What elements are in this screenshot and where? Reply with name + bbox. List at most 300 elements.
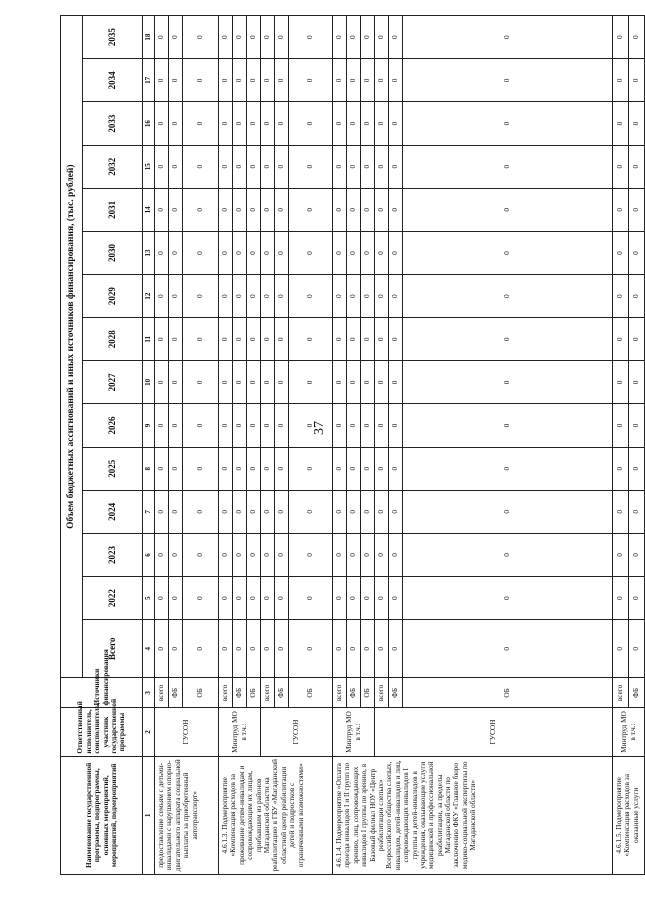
value-cell: 0 [289, 145, 333, 188]
value-cell: 0 [219, 16, 233, 59]
row-source: ФБ [389, 678, 403, 708]
value-cell: 0 [275, 188, 289, 231]
value-cell: 0 [289, 59, 333, 102]
value-cell: 0 [183, 102, 219, 145]
value-cell: 0 [613, 533, 629, 576]
row-source: ОБ [361, 678, 375, 708]
value-cell: 0 [403, 490, 613, 533]
row-source: ОБ [289, 678, 333, 708]
value-cell: 0 [403, 318, 613, 361]
column-index: 8 [143, 447, 155, 490]
value-cell: 0 [275, 620, 289, 678]
value-cell: 0 [333, 318, 347, 361]
value-cell: 0 [219, 577, 233, 620]
value-cell: 0 [169, 404, 183, 447]
column-index: 12 [143, 275, 155, 318]
column-index: 7 [143, 490, 155, 533]
column-index: 17 [143, 59, 155, 102]
value-cell: 0 [347, 361, 361, 404]
value-cell: 0 [261, 275, 275, 318]
value-cell: 0 [389, 188, 403, 231]
value-cell: 0 [233, 490, 247, 533]
value-cell: 0 [375, 59, 389, 102]
header-year: 2035 [83, 16, 143, 59]
row-source: ОБ [247, 678, 261, 708]
table-row [261, 16, 275, 875]
value-cell: 0 [629, 188, 645, 231]
value-cell: 0 [375, 145, 389, 188]
value-cell: 0 [613, 59, 629, 102]
value-cell: 0 [375, 188, 389, 231]
value-cell: 0 [613, 188, 629, 231]
value-cell: 0 [261, 490, 275, 533]
column-index: 14 [143, 188, 155, 231]
value-cell: 0 [289, 447, 333, 490]
value-cell: 0 [155, 102, 169, 145]
value-cell: 0 [261, 447, 275, 490]
value-cell: 0 [361, 577, 375, 620]
value-cell: 0 [375, 447, 389, 490]
table-row [375, 16, 389, 875]
value-cell: 0 [347, 404, 361, 447]
row-responsible: ГУСОН [375, 708, 613, 756]
header-year: 2027 [83, 361, 143, 404]
value-cell: 0 [361, 16, 375, 59]
row-name: 4.6.1.4. Подмероприятие «Оплата проезда инвалидов I и II групп по зрению, лиц, сопровождающих инвалидов I группы по зрению, в Базовый филиал НОУ «Центр реабилитации слепых» Всероссийского общества слепых, инвалидов, детей-инвалидов и лиц, сопровождающих инвалидов I группы и детей-инвалидов в учреждения, оказывающие услуги медицинской и профессиональной реабилитации, за пределы Магаданской области по заключению ФКУ «Главное бюро медико-социальной экспертизы по Магаданской области» [333, 756, 613, 874]
table-row [155, 16, 169, 875]
value-cell: 0 [155, 620, 169, 678]
value-cell: 0 [169, 102, 183, 145]
value-cell: 0 [183, 16, 219, 59]
value-cell: 0 [403, 102, 613, 145]
column-index: 3 [143, 678, 155, 708]
header-year: 2030 [83, 231, 143, 274]
header-volume: Объем бюджетных ассигнований и иных источников финансирования, (тыс. рублей) [61, 16, 83, 678]
value-cell: 0 [169, 318, 183, 361]
value-cell: 0 [219, 361, 233, 404]
value-cell: 0 [289, 490, 333, 533]
header-year: 2024 [83, 490, 143, 533]
value-cell: 0 [275, 318, 289, 361]
value-cell: 0 [155, 188, 169, 231]
value-cell: 0 [169, 145, 183, 188]
value-cell: 0 [275, 16, 289, 59]
column-index: 16 [143, 102, 155, 145]
value-cell: 0 [233, 275, 247, 318]
value-cell: 0 [347, 102, 361, 145]
value-cell: 0 [389, 577, 403, 620]
value-cell: 0 [361, 620, 375, 678]
value-cell: 0 [403, 275, 613, 318]
value-cell: 0 [233, 231, 247, 274]
value-cell: 0 [333, 188, 347, 231]
value-cell: 0 [261, 361, 275, 404]
value-cell: 0 [183, 577, 219, 620]
value-cell: 0 [361, 188, 375, 231]
value-cell: 0 [333, 145, 347, 188]
value-cell: 0 [247, 59, 261, 102]
value-cell: 0 [629, 577, 645, 620]
row-source: ФБ [233, 678, 247, 708]
header-source: Источники финансирования [61, 678, 143, 708]
row-name: предоставление семьям с детьми-инвалидами с нарушением опорно-двигательного аппарата социальной выплаты за приобретенный автотранспорт» [155, 756, 219, 874]
value-cell: 0 [155, 16, 169, 59]
value-cell: 0 [403, 447, 613, 490]
value-cell: 0 [247, 188, 261, 231]
value-cell: 0 [275, 275, 289, 318]
value-cell: 0 [629, 620, 645, 678]
value-cell: 0 [361, 490, 375, 533]
value-cell: 0 [403, 620, 613, 678]
table-body [155, 16, 645, 875]
value-cell: 0 [375, 231, 389, 274]
value-cell: 0 [155, 318, 169, 361]
row-name: 4.6.1.5. Подмероприятие «Компенсация расходов за оказанные услуги [613, 756, 645, 874]
value-cell: 0 [613, 275, 629, 318]
value-cell: 0 [333, 102, 347, 145]
value-cell: 0 [183, 620, 219, 678]
header-total: Всего [83, 620, 143, 678]
value-cell: 0 [333, 404, 347, 447]
value-cell: 0 [289, 275, 333, 318]
value-cell: 0 [361, 447, 375, 490]
value-cell: 0 [155, 361, 169, 404]
value-cell: 0 [375, 577, 389, 620]
value-cell: 0 [169, 620, 183, 678]
value-cell: 0 [155, 231, 169, 274]
value-cell: 0 [275, 490, 289, 533]
value-cell: 0 [629, 275, 645, 318]
value-cell: 0 [233, 404, 247, 447]
value-cell: 0 [289, 231, 333, 274]
value-cell: 0 [233, 577, 247, 620]
header-year: 2026 [83, 404, 143, 447]
value-cell: 0 [403, 231, 613, 274]
header-year: 2032 [83, 145, 143, 188]
value-cell: 0 [261, 577, 275, 620]
value-cell: 0 [629, 102, 645, 145]
value-cell: 0 [261, 188, 275, 231]
value-cell: 0 [155, 404, 169, 447]
value-cell: 0 [289, 577, 333, 620]
value-cell: 0 [247, 533, 261, 576]
value-cell: 0 [347, 275, 361, 318]
value-cell: 0 [219, 490, 233, 533]
rotated-page [60, 15, 641, 875]
value-cell: 0 [361, 361, 375, 404]
value-cell: 0 [275, 533, 289, 576]
value-cell: 0 [183, 490, 219, 533]
row-source: всего [261, 678, 275, 708]
value-cell: 0 [247, 447, 261, 490]
value-cell: 0 [347, 16, 361, 59]
value-cell: 0 [389, 447, 403, 490]
column-index: 9 [143, 404, 155, 447]
value-cell: 0 [169, 533, 183, 576]
page-number: 37 [312, 421, 327, 435]
value-cell: 0 [275, 404, 289, 447]
value-cell: 0 [403, 59, 613, 102]
value-cell: 0 [613, 577, 629, 620]
value-cell: 0 [275, 447, 289, 490]
value-cell: 0 [389, 102, 403, 145]
value-cell: 0 [289, 102, 333, 145]
value-cell: 0 [233, 145, 247, 188]
value-cell: 0 [375, 275, 389, 318]
header-year: 2029 [83, 275, 143, 318]
header-year: 2031 [83, 188, 143, 231]
header-year: 2028 [83, 318, 143, 361]
row-responsible: Минтруд МО в т.ч.: [333, 708, 375, 756]
value-cell: 0 [375, 533, 389, 576]
value-cell: 0 [219, 188, 233, 231]
header-year: 2034 [83, 59, 143, 102]
value-cell: 0 [361, 231, 375, 274]
value-cell: 0 [629, 231, 645, 274]
value-cell: 0 [155, 490, 169, 533]
value-cell: 0 [375, 490, 389, 533]
value-cell: 0 [233, 16, 247, 59]
value-cell: 0 [347, 490, 361, 533]
value-cell: 0 [169, 231, 183, 274]
value-cell: 0 [333, 361, 347, 404]
value-cell: 0 [219, 231, 233, 274]
value-cell: 0 [347, 620, 361, 678]
value-cell: 0 [233, 59, 247, 102]
value-cell: 0 [261, 59, 275, 102]
value-cell: 0 [289, 620, 333, 678]
value-cell: 0 [629, 533, 645, 576]
value-cell: 0 [261, 318, 275, 361]
column-index: 10 [143, 361, 155, 404]
value-cell: 0 [629, 361, 645, 404]
value-cell: 0 [375, 404, 389, 447]
value-cell: 0 [219, 447, 233, 490]
value-cell: 0 [155, 275, 169, 318]
value-cell: 0 [155, 59, 169, 102]
value-cell: 0 [629, 16, 645, 59]
value-cell: 0 [333, 490, 347, 533]
value-cell: 0 [333, 620, 347, 678]
value-cell: 0 [403, 361, 613, 404]
column-index: 18 [143, 16, 155, 59]
row-source: ОБ [183, 678, 219, 708]
value-cell: 0 [629, 490, 645, 533]
row-responsible: Минтруд МО в т.ч.: [219, 708, 261, 756]
value-cell: 0 [233, 188, 247, 231]
value-cell: 0 [247, 490, 261, 533]
row-responsible: Минтруд МО в т.ч.: [613, 708, 645, 756]
row-source: ФБ [347, 678, 361, 708]
value-cell: 0 [289, 318, 333, 361]
value-cell: 0 [219, 275, 233, 318]
value-cell: 0 [183, 533, 219, 576]
value-cell: 0 [183, 188, 219, 231]
value-cell: 0 [375, 102, 389, 145]
value-cell: 0 [613, 490, 629, 533]
row-responsible: ГУСОН [155, 708, 219, 756]
value-cell: 0 [169, 577, 183, 620]
value-cell: 0 [183, 275, 219, 318]
value-cell: 0 [629, 59, 645, 102]
value-cell: 0 [333, 533, 347, 576]
value-cell: 0 [219, 533, 233, 576]
value-cell: 0 [247, 577, 261, 620]
value-cell: 0 [403, 404, 613, 447]
value-cell: 0 [375, 361, 389, 404]
value-cell: 0 [333, 59, 347, 102]
value-cell: 0 [247, 102, 261, 145]
value-cell: 0 [155, 533, 169, 576]
row-source: ФБ [169, 678, 183, 708]
column-index: 6 [143, 533, 155, 576]
value-cell: 0 [389, 59, 403, 102]
value-cell: 0 [275, 577, 289, 620]
value-cell: 0 [629, 447, 645, 490]
row-source: ФБ [629, 678, 645, 708]
value-cell: 0 [347, 145, 361, 188]
value-cell: 0 [183, 447, 219, 490]
value-cell: 0 [261, 231, 275, 274]
value-cell: 0 [389, 533, 403, 576]
value-cell: 0 [389, 404, 403, 447]
value-cell: 0 [389, 275, 403, 318]
value-cell: 0 [219, 404, 233, 447]
value-cell: 0 [389, 145, 403, 188]
value-cell: 0 [403, 577, 613, 620]
value-cell: 0 [219, 620, 233, 678]
value-cell: 0 [219, 102, 233, 145]
financing-table [60, 15, 645, 875]
value-cell: 0 [629, 404, 645, 447]
value-cell: 0 [613, 318, 629, 361]
value-cell: 0 [375, 318, 389, 361]
value-cell: 0 [289, 16, 333, 59]
value-cell: 0 [261, 16, 275, 59]
value-cell: 0 [183, 318, 219, 361]
value-cell: 0 [347, 533, 361, 576]
value-cell: 0 [613, 16, 629, 59]
value-cell: 0 [389, 361, 403, 404]
value-cell: 0 [389, 231, 403, 274]
value-cell: 0 [169, 188, 183, 231]
value-cell: 0 [403, 16, 613, 59]
value-cell: 0 [613, 620, 629, 678]
value-cell: 0 [361, 102, 375, 145]
value-cell: 0 [261, 404, 275, 447]
value-cell: 0 [275, 231, 289, 274]
column-index: 11 [143, 318, 155, 361]
value-cell: 0 [613, 404, 629, 447]
value-cell: 0 [375, 16, 389, 59]
column-index: 4 [143, 620, 155, 678]
value-cell: 0 [613, 231, 629, 274]
value-cell: 0 [155, 577, 169, 620]
column-index: 13 [143, 231, 155, 274]
header-year: 2033 [83, 102, 143, 145]
header-year: 2025 [83, 447, 143, 490]
header-year: 2023 [83, 533, 143, 576]
value-cell: 0 [261, 620, 275, 678]
value-cell: 0 [289, 533, 333, 576]
row-source: всего [333, 678, 347, 708]
value-cell: 0 [289, 361, 333, 404]
value-cell: 0 [361, 404, 375, 447]
value-cell: 0 [169, 447, 183, 490]
value-cell: 0 [333, 447, 347, 490]
value-cell: 0 [233, 533, 247, 576]
value-cell: 0 [233, 102, 247, 145]
value-cell: 0 [375, 620, 389, 678]
table-row [219, 16, 233, 875]
value-cell: 0 [289, 404, 333, 447]
value-cell: 0 [247, 404, 261, 447]
value-cell: 0 [389, 318, 403, 361]
value-cell: 0 [361, 275, 375, 318]
value-cell: 0 [247, 620, 261, 678]
value-cell: 0 [275, 102, 289, 145]
value-cell: 0 [361, 533, 375, 576]
value-cell: 0 [233, 447, 247, 490]
value-cell: 0 [183, 145, 219, 188]
column-index: 5 [143, 577, 155, 620]
value-cell: 0 [247, 231, 261, 274]
row-source: ОБ [403, 678, 613, 708]
value-cell: 0 [233, 361, 247, 404]
value-cell: 0 [333, 275, 347, 318]
value-cell: 0 [219, 145, 233, 188]
value-cell: 0 [219, 59, 233, 102]
value-cell: 0 [629, 145, 645, 188]
value-cell: 0 [347, 188, 361, 231]
column-index: 15 [143, 145, 155, 188]
value-cell: 0 [247, 145, 261, 188]
value-cell: 0 [389, 620, 403, 678]
value-cell: 0 [261, 533, 275, 576]
value-cell: 0 [233, 620, 247, 678]
value-cell: 0 [389, 490, 403, 533]
value-cell: 0 [403, 533, 613, 576]
header-year: 2022 [83, 577, 143, 620]
value-cell: 0 [169, 490, 183, 533]
value-cell: 0 [275, 59, 289, 102]
row-source: всего [155, 678, 169, 708]
value-cell: 0 [613, 361, 629, 404]
index-row [143, 16, 155, 875]
value-cell: 0 [613, 102, 629, 145]
row-source: ФБ [275, 678, 289, 708]
row-name: 4.6.1.3. Подмероприятие «Компенсация расходов за проживание детям-инвалидам и сопровождающим их лицам, прибывшим из районов Магаданской области на реабилитацию в ГБУ «Магаданский областной центр реабилитации детей и подростков с ограниченными возможностями» [219, 756, 333, 874]
value-cell: 0 [169, 59, 183, 102]
value-cell: 0 [155, 447, 169, 490]
row-source: всего [219, 678, 233, 708]
column-index: 2 [143, 708, 155, 756]
row-responsible: ГУСОН [261, 708, 333, 756]
value-cell: 0 [275, 361, 289, 404]
value-cell: 0 [361, 145, 375, 188]
value-cell: 0 [389, 16, 403, 59]
value-cell: 0 [289, 188, 333, 231]
value-cell: 0 [403, 188, 613, 231]
value-cell: 0 [333, 231, 347, 274]
value-cell: 0 [333, 577, 347, 620]
value-cell: 0 [347, 577, 361, 620]
value-cell: 0 [247, 318, 261, 361]
value-cell: 0 [347, 447, 361, 490]
header-responsible: Ответственный исполнитель, соисполнитель, участник государственной программы [61, 708, 143, 756]
value-cell: 0 [183, 361, 219, 404]
value-cell: 0 [183, 404, 219, 447]
